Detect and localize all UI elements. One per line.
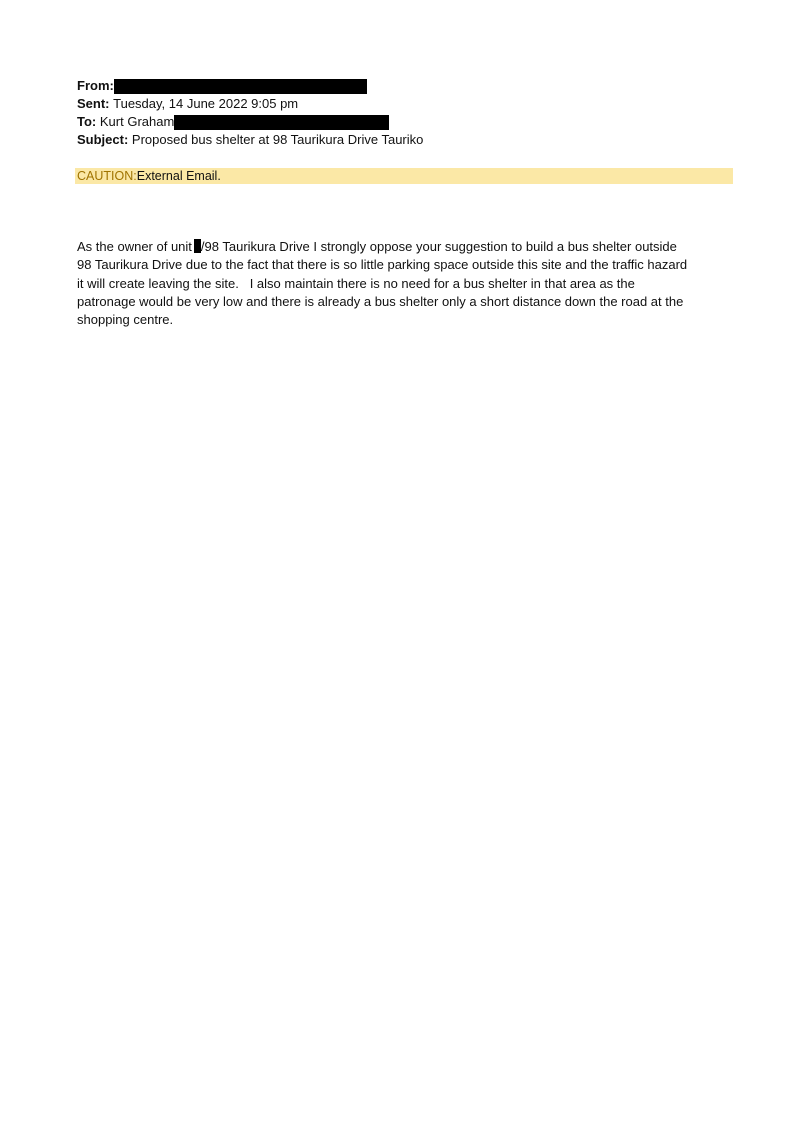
body-line-5: shopping centre.: [77, 312, 174, 328]
email-header: [77, 77, 423, 149]
caution-label: CAUTION:: [77, 169, 137, 183]
to-redaction: [174, 115, 389, 130]
from-label: From:: [77, 78, 114, 93]
body-line-2: 98 Taurikura Drive due to the fact that there is so little parking space outside this site and the traffic hazard: [77, 257, 688, 273]
body-line-4: patronage would be very low and there is already a bus shelter only a short distance down the road at the: [77, 293, 684, 309]
caution-text: External Email.: [136, 169, 221, 183]
from-redaction: [114, 79, 367, 94]
body-line-1-start: As the owner of unit: [77, 239, 192, 254]
body-line-1-end: /98 Taurikura Drive I strongly oppose your suggestion to build a bus shelter outside: [200, 239, 677, 254]
subject-value: Proposed bus shelter at 98 Taurikura Drive Tauriko: [131, 132, 424, 147]
subject-label: Subject:: [77, 132, 129, 147]
to-line: [77, 113, 423, 131]
email-body: [77, 238, 732, 329]
body-line-3: it will create leaving the site. I also maintain there is no need for a bus shelter in that area as the: [77, 275, 635, 291]
sent-line: [77, 95, 423, 113]
sent-label: Sent:: [77, 96, 110, 111]
to-label: To:: [77, 114, 97, 129]
sent-value: Tuesday, 14 June 2022 9:05 pm: [113, 96, 299, 111]
caution-banner: [75, 168, 733, 184]
to-value: Kurt Graham: [99, 114, 175, 129]
subject-line: [77, 131, 423, 149]
from-line: [77, 77, 423, 95]
body-line-1: [77, 238, 732, 256]
unit-number-redaction: [194, 239, 201, 253]
